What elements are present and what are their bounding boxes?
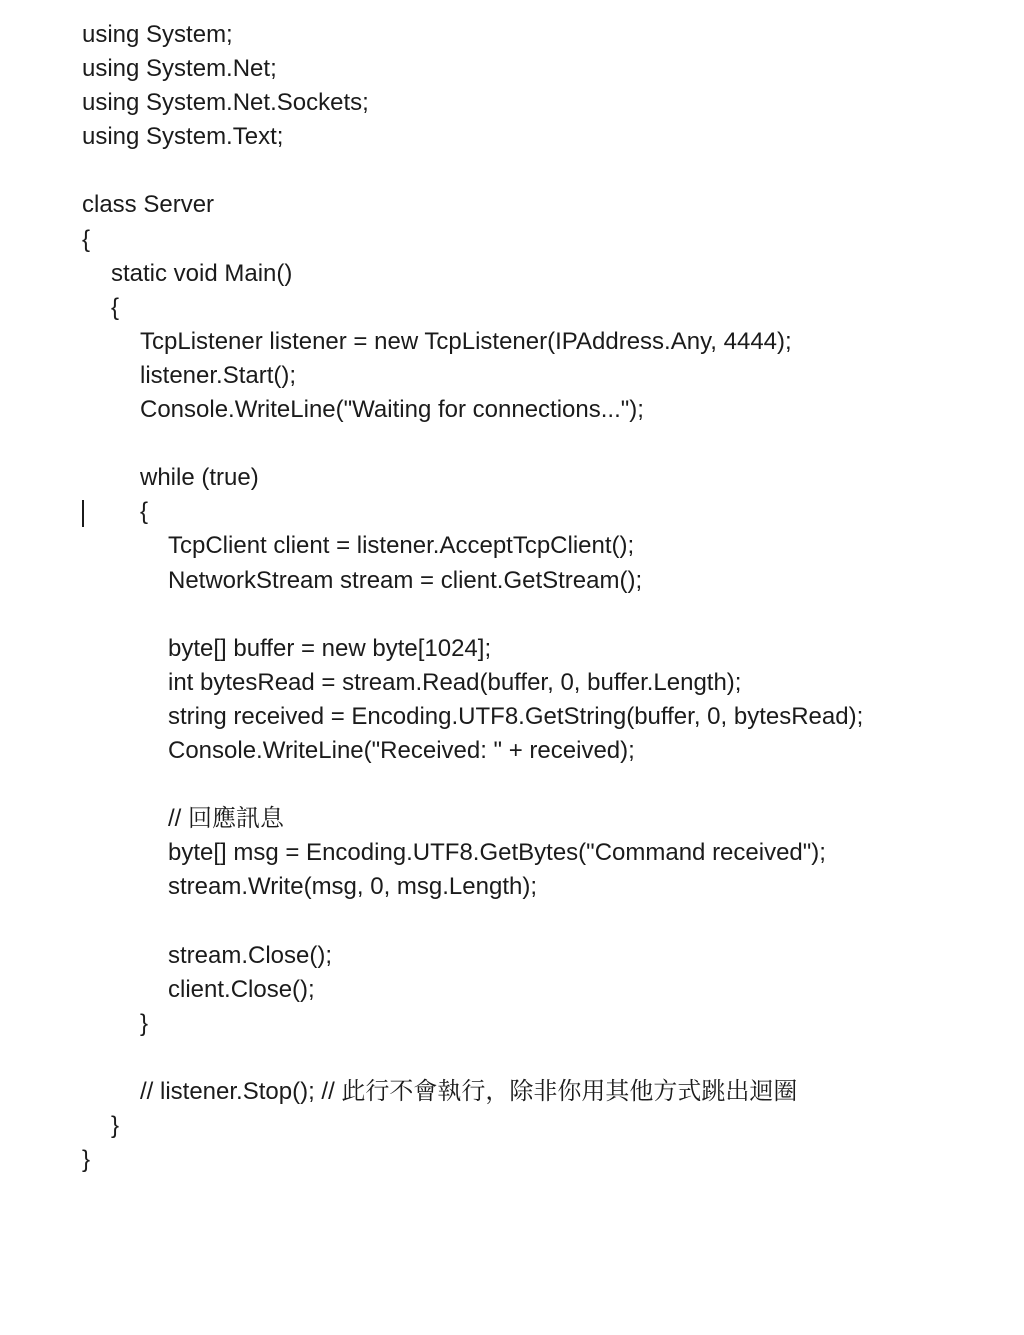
code-line-listener-start: listener.Start();: [140, 361, 297, 389]
code-line-blank: [82, 904, 1002, 938]
code-line-blank: [82, 154, 1002, 188]
code-line-while-close-brace: }: [140, 1009, 149, 1037]
code-line-while-open-brace: {: [140, 498, 149, 526]
code-line-main-close-brace: }: [111, 1112, 120, 1139]
code-line-using-system-text: using System.Text;: [82, 123, 284, 151]
text-cursor: [82, 500, 84, 527]
code-line-response-comment: // 回應訊息: [168, 805, 285, 833]
code-line-blank: [82, 427, 1002, 461]
code-line-client-close: client.Close();: [168, 975, 315, 1003]
code-line-waiting-message: Console.WriteLine("Waiting for connections...");: [140, 396, 644, 424]
code-line-main-open-brace: {: [111, 293, 120, 321]
code-line-class-close-brace: }: [82, 1146, 91, 1174]
code-line-listener-create: TcpListener listener = new TcpListener(IPAddress.Any, 4444);: [140, 327, 792, 355]
code-line-class-open-brace: {: [82, 225, 91, 253]
code-line-stream-write: stream.Write(msg, 0, msg.Length);: [168, 873, 537, 901]
code-line-get-stream: NetworkStream stream = client.GetStream();: [168, 566, 643, 594]
code-line-decode-string: string received = Encoding.UTF8.GetString(buffer, 0, bytesRead);: [168, 702, 864, 730]
code-line-blank: [82, 1041, 1002, 1075]
code-line-received-message: Console.WriteLine("Received: " + received);: [168, 736, 635, 764]
code-block[interactable]: [82, 18, 1002, 1177]
code-line-stream-read: int bytesRead = stream.Read(buffer, 0, buffer.Length);: [168, 668, 742, 696]
code-line-using-system-net-sockets: using System.Net.Sockets;: [82, 89, 369, 117]
code-line-blank: [82, 598, 1002, 632]
code-line-main-declaration: static void Main(): [111, 259, 293, 287]
code-line-class-declaration: class Server: [82, 191, 215, 219]
code-line-using-system-net: using System.Net;: [82, 55, 277, 83]
code-line-buffer-create: byte[] buffer = new byte[1024];: [168, 634, 492, 662]
code-line-stream-close: stream.Close();: [168, 941, 333, 969]
code-line-while-loop: while (true): [140, 464, 259, 492]
code-line-message-bytes: byte[] msg = Encoding.UTF8.GetBytes("Command received");: [168, 839, 826, 867]
code-line-blank: [82, 768, 1002, 802]
code-line-using-system: using System;: [82, 21, 233, 48]
code-line-listener-stop-comment: // listener.Stop(); // 此行不會執行，除非你用其他方式跳出迴圈: [140, 1077, 798, 1105]
code-line-accept-client: TcpClient client = listener.AcceptTcpClient();: [168, 532, 635, 560]
